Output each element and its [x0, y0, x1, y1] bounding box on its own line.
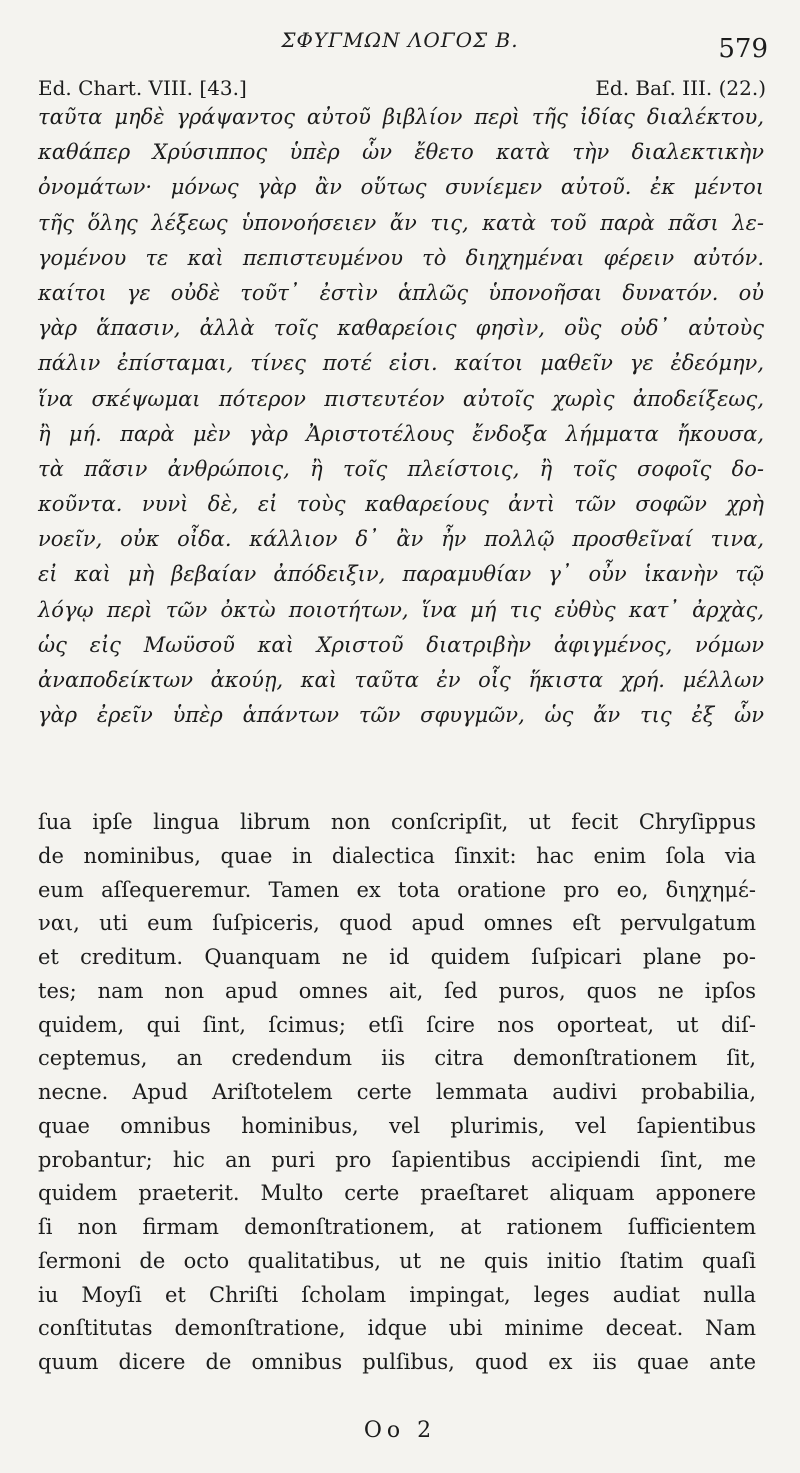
greek-line: καίτοι γε οὐδὲ τοῦτ᾽ ἐστὶν ἁπλῶς ὑπονοῆσαι δυνατόν. οὐ	[38, 280, 764, 305]
latin-line: eum aſſequeremur. Tamen ex tota oratione pro eo, διηχημέ-	[38, 877, 756, 902]
latin-line: de nominibus, quae in dialectica ſinxit: hac enim ſola via	[38, 843, 756, 868]
latin-line: quidem, qui ſint, ſcimus; etſi ſcire nos oporteat, ut diſ-	[38, 1012, 756, 1037]
running-title: ΣΦΥΓΜΩΝ ΛΟΓΟΣ Β.	[281, 28, 519, 52]
page-number: 579	[718, 34, 768, 64]
greek-line: ὀνομάτων· μόνως γὰρ ἂν οὕτως συνίεμεν αὐτοῦ. ἐκ μέντοι	[38, 175, 764, 200]
greek-text-block	[38, 100, 764, 733]
greek-line: τὰ πᾶσιν ἀνθρώποις, ἢ τοῖς πλείστοις, ἢ τοῖς σοφοῖς δο-	[38, 456, 764, 481]
greek-line: νοεῖν, οὐκ οἶδα. κάλλιον δ᾽ ἂν ἦν πολλῷ προσθεῖναί τινα,	[38, 527, 764, 552]
greek-line: γομένου τε καὶ πεπιστευμένου τὸ διηχημέναι φέρειν αὐτόν.	[38, 245, 764, 270]
latin-line: conſtitutas demonſtratione, idque ubi minime deceat. Nam	[38, 1316, 756, 1341]
latin-line: ceptemus, an credendum iis citra demonſtrationem ſit,	[38, 1046, 756, 1071]
latin-line: iu Moyſi et Chriſti ſcholam impingat, leges audiat nulla	[38, 1282, 756, 1307]
greek-line: πάλιν ἐπίσταμαι, τίνες ποτέ εἰσι. καίτοι μαθεῖν γε ἐδεόμην,	[38, 351, 764, 376]
latin-text-block	[38, 806, 756, 1380]
greek-line: καθάπερ Χρύσιππος ὑπὲρ ὧν ἔθετο κατὰ τὴν διαλεκτικὴν	[38, 140, 764, 165]
greek-line: τῆς ὅλης λέξεως ὑπονοήσειεν ἄν τις, κατὰ τοῦ παρὰ πᾶσι λε-	[38, 210, 764, 235]
latin-line: quum dicere de omnibus pulſibus, quod ex iis quae ante	[38, 1350, 756, 1374]
greek-line: λόγῳ περὶ τῶν ὀκτὼ ποιοτήτων, ἵνα μή τις εὐθὺς κατ᾽ ἀρχὰς,	[38, 597, 764, 622]
latin-line: necne. Apud Ariſtotelem certe lemmata audivi probabilia,	[38, 1080, 756, 1104]
latin-line: tes; nam non apud omnes ait, ſed puros, quos ne ipſos	[38, 978, 756, 1003]
greek-line: ταῦτα μηδὲ γράψαντος αὐτοῦ βιβλίον περὶ τῆς ἰδίας διαλέκτου,	[38, 105, 764, 129]
latin-line: ναι, uti eum ſuſpiceris, quod apud omnes eſt pervulgatum	[38, 911, 756, 936]
edition-reference-basel: Ed. Baſ. III. (22.)	[595, 76, 766, 100]
latin-line: ſua ipſe lingua librum non conſcripſit, ut fecit Chryſippus	[38, 810, 756, 834]
greek-line: ἢ μή. παρὰ μὲν γὰρ Ἀριστοτέλους ἔνδοξα λήμματα ἤκουσα,	[38, 421, 764, 446]
greek-line: ἵνα σκέψωμαι πότερον πιστευτέον αὐτοῖς χωρὶς ἀποδείξεως,	[38, 386, 764, 411]
greek-line: ὡς εἰς Μωϋσοῦ καὶ Χριστοῦ διατριβὴν ἀφιγμένος, νόμων	[38, 632, 764, 657]
greek-line: γὰρ ἐρεῖν ὑπὲρ ἁπάντων τῶν σφυγμῶν, ὡς ἄν τις ἐξ ὧν	[38, 703, 764, 728]
latin-line: probantur; hic an puri pro ſapientibus accipiendi ſint, me	[38, 1147, 756, 1172]
latin-line: quae omnibus hominibus, vel plurimis, vel ſapientibus	[38, 1113, 756, 1138]
greek-line: γὰρ ἅπασιν, ἀλλὰ τοῖς καθαρείοις φησὶν, οὓς οὐδ᾽ αὐτοὺς	[38, 316, 764, 341]
signature-mark: Oo 2	[363, 1418, 437, 1443]
edition-reference-chartier: Ed. Chart. VIII. [43.]	[38, 76, 247, 100]
latin-line: ſermoni de octo qualitatibus, ut ne quis initio ſtatim quaſi	[38, 1248, 756, 1273]
latin-line: ſi non firmam demonſtrationem, at rationem ſufficientem	[38, 1215, 756, 1239]
latin-line: quidem praeterit. Multo certe praeſtaret aliquam apponere	[38, 1181, 756, 1206]
greek-line: εἰ καὶ μὴ βεβαίαν ἀπόδειξιν, παραμυθίαν γ᾽ οὖν ἱκανὴν τῷ	[38, 562, 764, 587]
greek-line: κοῦντα. νυνὶ δὲ, εἰ τοὺς καθαρείους ἀντὶ τῶν σοφῶν χρὴ	[38, 492, 764, 517]
latin-line: et creditum. Quanquam ne id quidem ſuſpicari plane po-	[38, 945, 756, 969]
greek-line: ἀναποδείκτων ἀκούῃ, καὶ ταῦτα ἐν οἷς ἥκιστα χρή. μέλλων	[38, 668, 764, 692]
